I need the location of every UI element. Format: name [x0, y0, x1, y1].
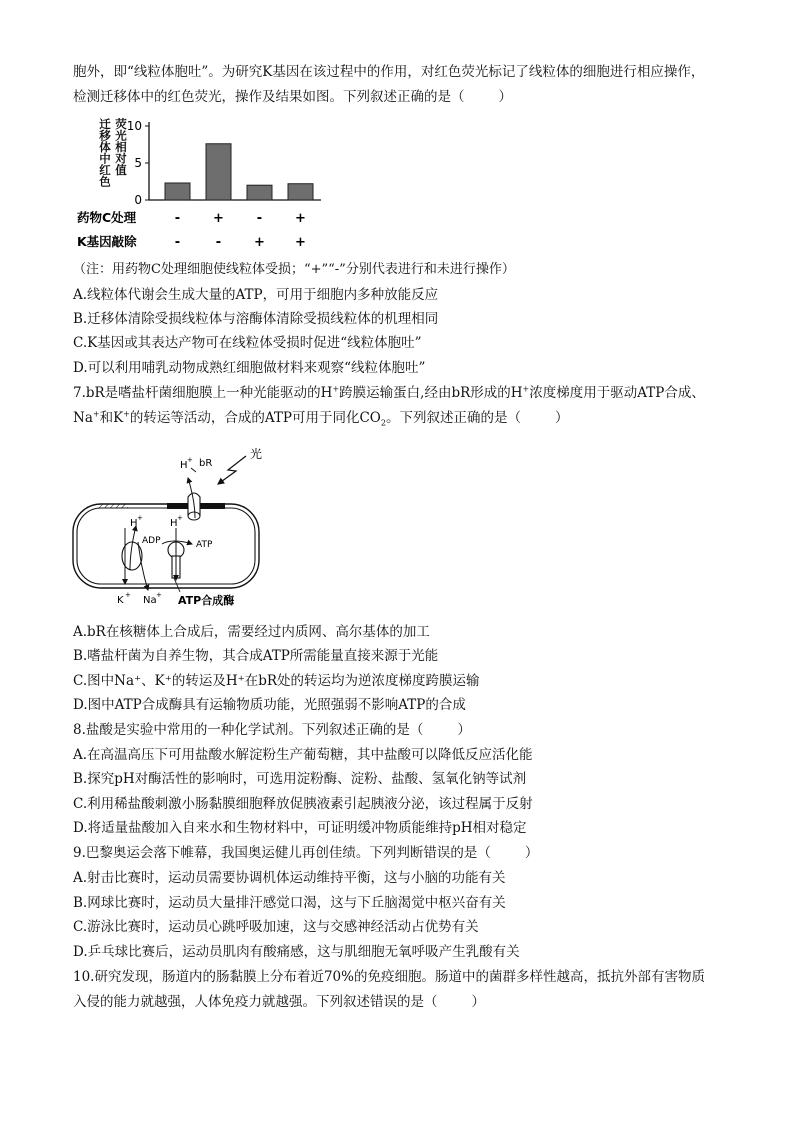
chart-sign-knockout: - — [215, 235, 222, 250]
adp-label: ADP — [142, 536, 161, 546]
q9-stem — [73, 843, 733, 863]
q7-sup-k: + — [123, 409, 130, 419]
chart-sign-drug: + — [295, 211, 306, 226]
chart-row-label: K基因敲除 — [77, 234, 137, 249]
q9-option-d: D.乒乓球比赛后，运动员肌肉有酸痛感，这与肌细胞无氧呼吸产生乳酸有关 — [73, 944, 520, 960]
halobacterium-diagram — [70, 446, 265, 608]
chart-sign-knockout: + — [254, 235, 265, 250]
q7-stem-part-1: 7.bR是嗜盐杆菌细胞膜上一种光能驱动的H — [73, 385, 333, 401]
q7-sup-1: + — [332, 384, 340, 394]
h-mid-plus: + — [177, 514, 183, 522]
q10-stem-text: 入侵的能力就越强，人体免疫力就越强。下列叙述错误的是（ — [73, 994, 438, 1010]
br-protein-base — [188, 512, 200, 520]
q6-stem-paren-close: ） — [498, 89, 512, 105]
q8-stem — [73, 720, 733, 740]
h-left-label: H — [130, 518, 138, 529]
q6-option-d: D.可以利用哺乳动物成熟红细胞做材料来观察“线粒体胞吐” — [73, 360, 426, 376]
q6-note: （注：用药物C处理细胞使线粒体受损；“+”“-”分别代表进行和未进行操作） — [73, 262, 515, 277]
q7-stem-paren-close: ） — [554, 410, 569, 426]
q7-sup-2: + — [522, 384, 530, 394]
q10-stem-line-2 — [73, 992, 733, 1012]
q10-stem-paren-close: ） — [471, 994, 485, 1010]
chart-bar — [165, 183, 190, 200]
h-left-plus: + — [137, 514, 143, 522]
q6-stem-line-1: 胞外，即“线粒体胞吐”。为研究K基因在该过程中的作用，对红色荧光标记了线粒体的细胞进行相应操作， — [73, 64, 705, 80]
chart-row-label: 药物C处理 — [77, 210, 137, 225]
q8-stem-paren-close: ） — [457, 722, 471, 738]
atp-synthase-label: ATP合成酶 — [178, 594, 235, 607]
chart-ylabel-line-1: 迁移体中红色 — [98, 118, 112, 187]
q9-option-a: A.射击比赛时，运动员需要协调机体运动维持平衡，这与小脑的功能有关 — [73, 870, 506, 886]
q7-stem-na: Na — [73, 410, 93, 426]
light-label: 光 — [250, 447, 263, 461]
q7-stem-part-3: 浓度梯度用于驱动ATP合成、 — [529, 385, 705, 401]
chart-y-tick-label: 0 — [134, 193, 142, 207]
h-top-label: H — [180, 460, 188, 471]
q7-sub-2: 2 — [380, 418, 386, 428]
chart-bar — [288, 184, 313, 200]
chart-sign-drug: - — [174, 211, 181, 226]
q7-stem-k: 和K — [99, 410, 124, 426]
q8-option-a: A.在高温高压下可用盐酸水解淀粉生产葡萄糖，其中盐酸可以降低反应活化能 — [73, 747, 533, 763]
na-plus: + — [156, 591, 162, 599]
k-plus: + — [125, 591, 131, 599]
q6-stem-text: 检测迁移体中的红色荧光，操作及结果如图。下列叙述正确的是（ — [73, 89, 465, 105]
q7-stem-ask: 。下列叙述正确的是（ — [385, 410, 521, 426]
chart-y-tick-label: 5 — [134, 156, 142, 170]
na-label: Na — [143, 595, 157, 606]
q9-stem-paren-close: ） — [524, 845, 539, 861]
q10-stem-line-1: 10.研究发现，肠道内的肠黏膜上分布着近70%的免疫细胞。肠道中的菌群多样性越高，抵抗外部有害物质 — [73, 969, 705, 985]
chart-bar — [247, 185, 272, 200]
light-bolt-icon — [218, 456, 246, 484]
q7-option-d: D.图中ATP合成酶具有运输物质功能，光照强弱不影响ATP的合成 — [73, 697, 466, 713]
chart-bar — [206, 144, 231, 200]
chart-ylabel-line-2: 荧光相对值 — [114, 118, 128, 176]
q9-option-c: C.游泳比赛时，运动员心跳呼吸加速，这与交感神经活动占优势有关 — [73, 919, 479, 935]
q6-option-b: B.迁移体清除受损线粒体与溶酶体清除受损线粒体的机理相同 — [73, 311, 439, 327]
h-mid-label: H — [170, 518, 178, 529]
cell-inner-membrane — [77, 508, 255, 584]
chart-sign-knockout: - — [174, 235, 181, 250]
q9-stem-text: 9.巴黎奥运会落下帷幕，我国奥运健儿再创佳绩。下列判断错误的是（ — [73, 845, 491, 861]
q6-stem-line-2 — [73, 87, 733, 107]
chart-sign-drug: + — [213, 211, 224, 226]
q8-option-d: D.将适量盐酸加入自来水和生物材料中，可证明缓冲物质能维持pH相对稳定 — [73, 820, 527, 836]
q7-option-b: B.嗜盐杆菌为自养生物，其合成ATP所需能量直接来源于光能 — [73, 648, 439, 664]
q7-stem-line-2 — [73, 408, 733, 428]
q6-option-c: C.K基因或其表达产物可在线粒体受损时促进“线粒体胞吐” — [73, 335, 422, 351]
q9-option-b: B.网球比赛时，运动员大量排汗感觉口渴，这与下丘脑渴觉中枢兴奋有关 — [73, 895, 506, 911]
enzyme-leader-line — [174, 578, 180, 592]
h-top-plus: + — [187, 456, 193, 464]
br-leader-line — [191, 468, 196, 472]
chart-sign-knockout: + — [295, 235, 306, 250]
q7-option-c: C.图中Na⁺、K⁺的转运及H⁺在bR处的转运均为逆浓度梯度跨膜运输 — [73, 673, 480, 689]
q6-option-a: A.线粒体代谢会生成大量的ATP，可用于细胞内多种放能反应 — [73, 287, 439, 303]
bar-chart — [73, 112, 343, 254]
br-label: bR — [199, 458, 213, 469]
q7-stem-line-1 — [73, 383, 733, 403]
q8-stem-text: 8.盐酸是实验中常用的一种化学试剂。下列叙述正确的是（ — [73, 722, 424, 738]
q7-option-a: A.bR在核糖体上合成后，需要经过内质网、高尔基体的加工 — [73, 624, 430, 640]
q7-stem-co2: 的转运等活动，合成的ATP可用于同化CO — [129, 410, 381, 426]
q7-stem-part-2: 跨膜运输蛋白,经由bR形成的H — [339, 385, 523, 401]
q8-option-c: C.利用稀盐酸刺激小肠黏膜细胞释放促胰液素引起胰液分泌，该过程属于反射 — [73, 796, 533, 812]
k-label: K — [117, 595, 124, 606]
chart-sign-drug: - — [256, 211, 263, 226]
q8-option-b: B.探究pH对酶活性的影响时，可选用淀粉酶、淀粉、盐酸、氢氧化钠等试剂 — [73, 771, 527, 787]
chart-y-tick-label: 10 — [126, 119, 142, 133]
q7-sup-na: + — [92, 409, 100, 419]
atp-label: ATP — [196, 540, 213, 550]
cell-outer-membrane — [73, 504, 259, 588]
hatched-membrane-region — [98, 504, 128, 509]
